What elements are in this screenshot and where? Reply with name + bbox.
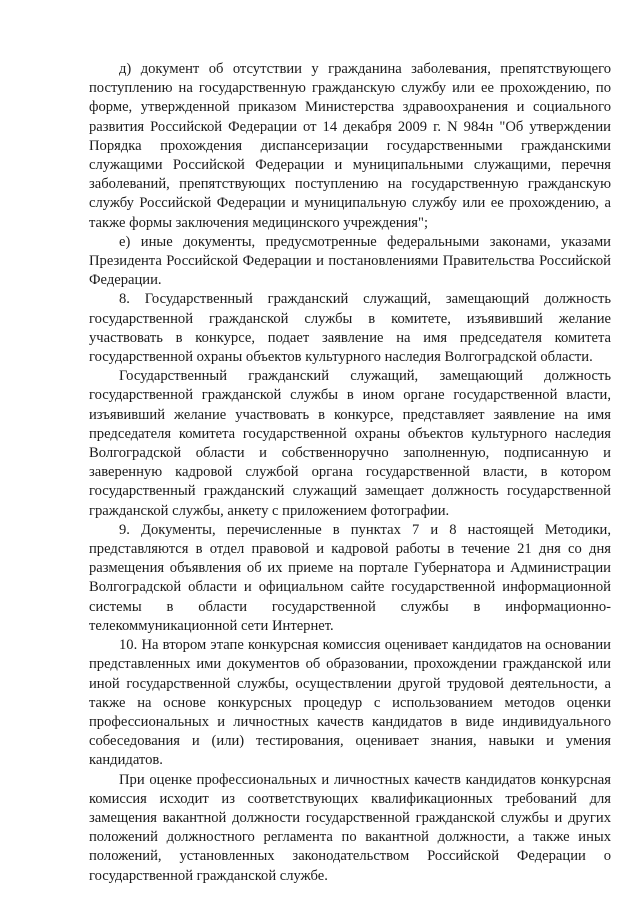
paragraph-item-e: е) иные документы, предусмотренные федеральными законами, указами Президента Российской Федерации и постановлениями Правительства Российской Федерации.	[89, 233, 611, 289]
paragraph-item-d: д) документ об отсутствии у гражданина заболевания, препятствующего поступлению на государственную гражданскую службу или ее прохождению, по форме, утвержденной приказом Министерства здравоохранения и социального развития Российской Федерации от 14 декабря 2009 г. N 984н "Об утверждении Порядка прохождения диспансеризации государственными гражданскими служащими Российской Федерации и муниципальными служащими, перечня заболеваний, препятствующих поступлению на государственную гражданскую службу Российской Федерации и муниципальную службу или ее прохождению, а также формы заключения медицинского учреждения";	[89, 61, 611, 231]
paragraph-clause-8: 8. Государственный гражданский служащий, замещающий должность государственной гражданской службы в комитете, изъявивший желание участвовать в конкурсе, подает заявление на имя председателя комитета государственной охраны объектов культурного наследия Волгоградской области.	[89, 291, 611, 366]
paragraph-clause-10: 10. На втором этапе конкурсная комиссия оценивает кандидатов на основании представленных ими документов об образовании, прохождении гражданской или иной государственной службы, осуществлении другой трудовой деятельности, а также на основе конкурсных процедур с использованием методов оценки профессиональных и личностных качеств кандидатов в виде индивидуального собеседования и (или) тестирования, оценивает знания, навыки и умения кандидатов.	[89, 637, 611, 769]
document-body	[89, 60, 611, 886]
paragraph-clause-10-continued: При оценке профессиональных и личностных качеств кандидатов конкурсная комиссия исходит из соответствующих квалификационных требований для замещения вакантной должности государственной гражданской службы и других положений должностного регламента по вакантной должности, а также иных положений, установленных законодательством Российской Федерации о государственной гражданской службе.	[89, 771, 611, 884]
paragraph-clause-9: 9. Документы, перечисленные в пунктах 7 и 8 настоящей Методики, представляются в отдел правовой и кадровой работы в течение 21 дня со дня размещения объявления об их приеме на портале Губернатора и Администрации Волгоградской области и официальном сайте государственной информационной системы в области государственной службы в информационно-телекоммуникационной сети Интернет.	[89, 521, 611, 634]
paragraph-clause-8-continued: Государственный гражданский служащий, замещающий должность государственной гражданской службы в ином органе государственной власти, изъявивший желание участвовать в конкурсе, представляет заявление на имя председателя комитета государственной охраны объектов культурного наследия Волгоградской области и собственноручно заполненную, подписанную и заверенную кадровой службой органа государственной власти, в котором государственный гражданский служащий замещает должность государственной гражданской службы, анкету с приложением фотографии.	[89, 368, 611, 519]
